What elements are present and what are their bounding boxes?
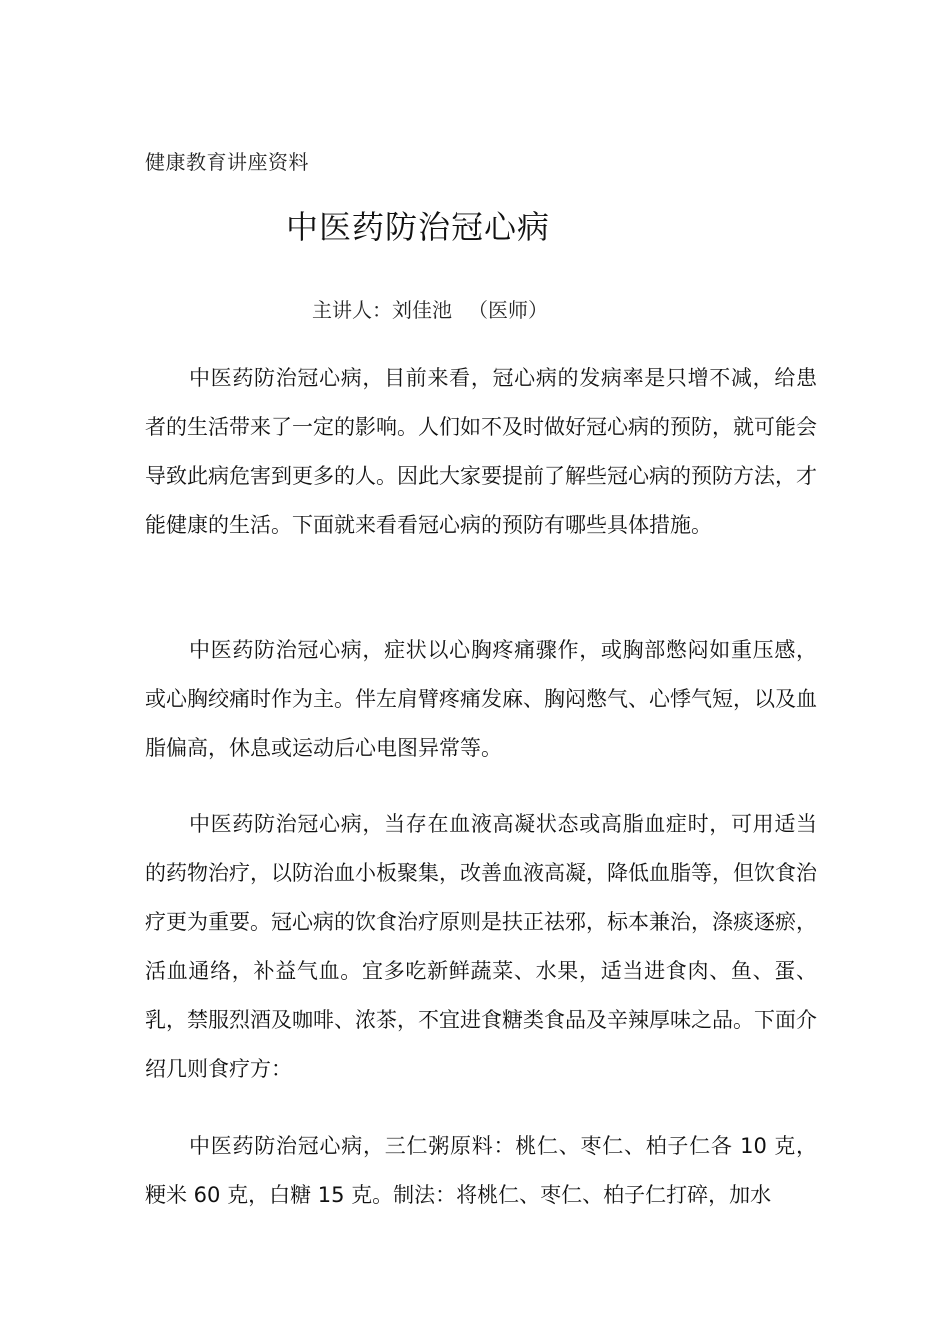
paragraph-symptoms: 中医药防治冠心病，症状以心胸疼痛骤作，或胸部憋闷如重压感，或心胸绞痛时作为主。伴左肩臂疼痛发麻、胸闷憋气、心悸气短，以及血脂偏高，休息或运动后心电图异常等。 xyxy=(145,638,817,760)
speaker-role: （医师） xyxy=(468,298,548,322)
paragraph-intro: 中医药防治冠心病，目前来看，冠心病的发病率是只增不减，给患者的生活带来了一定的影响。人们如不及时做好冠心病的预防，就可能会导致此病危害到更多的人。因此大家要提前了解些冠心病的预防方法，才能健康的生活。下面就来看看冠心病的预防有哪些具体措施。 xyxy=(145,366,817,537)
speaker-line xyxy=(312,294,548,323)
paragraph-diet-therapy: 中医药防治冠心病，当存在血液高凝状态或高脂血症时，可用适当的药物治疗，以防治血小板聚集，改善血液高凝，降低血脂等，但饮食治疗更为重要。冠心病的饮食治疗原则是扶正祛邪，标本兼治，涤痰逐瘀，活血通络，补益气血。宜多吃新鲜蔬菜、水果，适当进食肉、鱼、蛋、乳，禁服烈酒及咖啡、浓茶，不宜进食糖类食品及辛辣厚味之品。下面介绍几则食疗方： xyxy=(145,812,817,1081)
paragraph-recipe: 中医药防治冠心病，三仁粥原料：桃仁、枣仁、柏子仁各 10 克，粳米 60 克，白糖 15 克。制法：将桃仁、枣仁、柏子仁打碎，加水 xyxy=(145,1134,817,1207)
document-title: 中医药防治冠心病 xyxy=(286,208,551,246)
speaker-name: 主讲人：刘佳池 xyxy=(312,298,452,322)
header-label: 健康教育讲座资料 xyxy=(145,150,309,174)
